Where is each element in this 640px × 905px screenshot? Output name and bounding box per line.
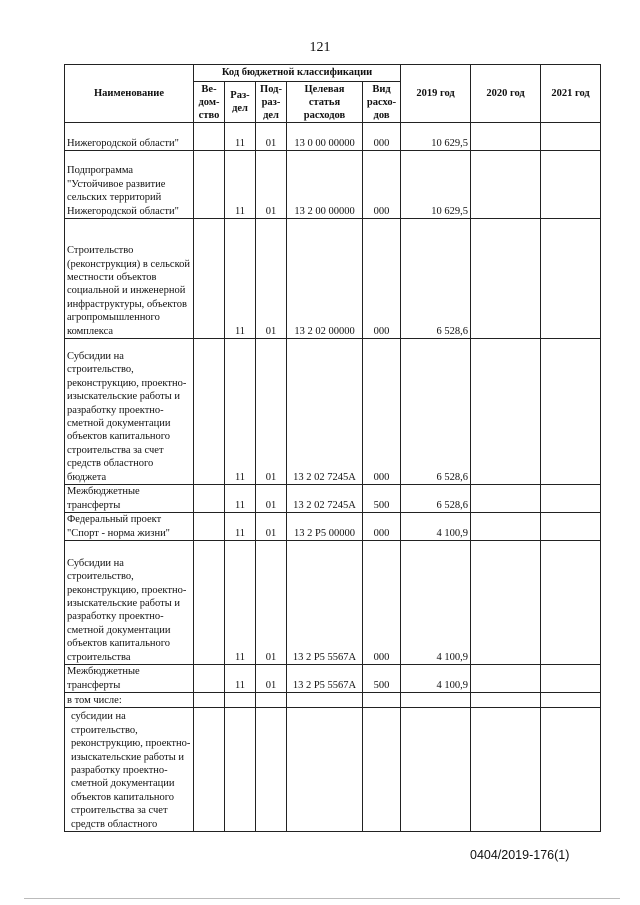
- row-year-2021: [541, 339, 601, 485]
- row-razdel: [225, 693, 256, 708]
- row-year-2020: [471, 513, 541, 541]
- row-vid: 000: [363, 541, 401, 665]
- row-razdel: 11: [225, 219, 256, 339]
- row-name: Субсидии на строительство, реконструкцию, проектно-изыскательские работы и разработку проектно-сметной документации объектов капитального строительства за счет средств областного бюджета: [65, 339, 194, 485]
- page-number: 121: [309, 40, 331, 55]
- row-name: Федеральный проект "Спорт - норма жизни": [65, 513, 194, 541]
- table-row: [65, 665, 601, 693]
- row-statya: 13 2 02 7245A: [287, 485, 363, 513]
- header-podrazdel: Под-раз-дел: [256, 82, 287, 123]
- row-name: Межбюджетные трансферты: [65, 485, 194, 513]
- row-year-2020: [471, 151, 541, 219]
- row-year-2020: [471, 123, 541, 151]
- row-year-2019: 10 629,5: [401, 151, 471, 219]
- table-row: [65, 513, 601, 541]
- row-vid: 000: [363, 151, 401, 219]
- row-year-2020: [471, 485, 541, 513]
- row-podrazdel: 01: [256, 339, 287, 485]
- row-statya: 13 2 00 00000: [287, 151, 363, 219]
- row-razdel: 11: [225, 123, 256, 151]
- row-year-2019: 6 528,6: [401, 219, 471, 339]
- row-razdel: 11: [225, 513, 256, 541]
- row-statya: 13 2 P5 5567A: [287, 665, 363, 693]
- row-year-2021: [541, 123, 601, 151]
- document-number: 0404/2019-176(1): [470, 848, 570, 862]
- row-year-2020: [471, 339, 541, 485]
- row-podrazdel: 01: [256, 665, 287, 693]
- row-podrazdel: 01: [256, 485, 287, 513]
- row-podrazdel: 01: [256, 151, 287, 219]
- row-name: субсидии на строительство, реконструкцию, проектно-изыскательские работы и разработку проектно-сметной документации объектов капитального строительства за счет средств областного: [65, 708, 194, 832]
- row-vedomstvo: [194, 541, 225, 665]
- header-year-2020: 2020 год: [471, 65, 541, 123]
- row-statya: [287, 708, 363, 832]
- row-statya: 13 2 02 7245A: [287, 339, 363, 485]
- row-razdel: 11: [225, 665, 256, 693]
- bottom-divider: [24, 898, 620, 899]
- row-podrazdel: [256, 708, 287, 832]
- row-year-2019: [401, 708, 471, 832]
- header-year-2021: 2021 год: [541, 65, 601, 123]
- header-razdel: Раз-дел: [225, 82, 256, 123]
- row-year-2021: [541, 708, 601, 832]
- row-year-2021: [541, 693, 601, 708]
- row-year-2021: [541, 151, 601, 219]
- row-year-2019: 6 528,6: [401, 485, 471, 513]
- row-year-2021: [541, 665, 601, 693]
- table-row: [65, 219, 601, 339]
- row-year-2019: 4 100,9: [401, 665, 471, 693]
- header-name: Наименование: [65, 65, 194, 123]
- row-razdel: 11: [225, 485, 256, 513]
- row-vedomstvo: [194, 151, 225, 219]
- row-name: Нижегородской области": [65, 123, 194, 151]
- row-vedomstvo: [194, 513, 225, 541]
- table-row: [65, 123, 601, 151]
- row-vedomstvo: [194, 693, 225, 708]
- row-vid: 000: [363, 123, 401, 151]
- row-podrazdel: 01: [256, 541, 287, 665]
- row-vedomstvo: [194, 123, 225, 151]
- row-year-2020: [471, 219, 541, 339]
- row-vid: 000: [363, 513, 401, 541]
- row-year-2019: [401, 693, 471, 708]
- row-podrazdel: 01: [256, 513, 287, 541]
- row-vedomstvo: [194, 485, 225, 513]
- row-vedomstvo: [194, 339, 225, 485]
- header-statya: Целевая статья расходов: [287, 82, 363, 123]
- row-vid: 500: [363, 665, 401, 693]
- row-year-2021: [541, 485, 601, 513]
- row-name: Подпрограмма "Устойчивое развитие сельских территорий Нижегородской области": [65, 151, 194, 219]
- row-year-2019: 10 629,5: [401, 123, 471, 151]
- row-year-2019: 4 100,9: [401, 513, 471, 541]
- header-year-2019: 2019 год: [401, 65, 471, 123]
- header-vid: Вид расхо-дов: [363, 82, 401, 123]
- table-row: [65, 708, 601, 832]
- row-razdel: 11: [225, 339, 256, 485]
- row-year-2021: [541, 513, 601, 541]
- row-name: в том числе:: [65, 693, 194, 708]
- row-statya: 13 2 P5 00000: [287, 513, 363, 541]
- row-statya: 13 0 00 00000: [287, 123, 363, 151]
- row-vedomstvo: [194, 665, 225, 693]
- row-statya: 13 2 P5 5567A: [287, 541, 363, 665]
- table-row: [65, 339, 601, 485]
- table-row: [65, 485, 601, 513]
- row-vid: 000: [363, 219, 401, 339]
- row-vedomstvo: [194, 708, 225, 832]
- row-year-2020: [471, 708, 541, 832]
- header-vedomstvo: Ве-дом-ство: [194, 82, 225, 123]
- row-year-2021: [541, 219, 601, 339]
- table-row: [65, 151, 601, 219]
- row-razdel: [225, 708, 256, 832]
- row-year-2021: [541, 541, 601, 665]
- row-razdel: 11: [225, 151, 256, 219]
- row-podrazdel: 01: [256, 123, 287, 151]
- row-statya: [287, 693, 363, 708]
- row-vid: 000: [363, 339, 401, 485]
- row-razdel: 11: [225, 541, 256, 665]
- row-vedomstvo: [194, 219, 225, 339]
- row-podrazdel: 01: [256, 219, 287, 339]
- budget-table: [64, 64, 601, 832]
- row-name: Строительство (реконструкция) в сельской местности объектов социальной и инженерной инфраструктуры, объектов агропромышленного комплекса: [65, 219, 194, 339]
- row-vid: 500: [363, 485, 401, 513]
- row-name: Субсидии на строительство, реконструкцию, проектно-изыскательские работы и разработку проектно-сметной документации объектов капитального строительства: [65, 541, 194, 665]
- row-year-2019: 6 528,6: [401, 339, 471, 485]
- row-vid: [363, 708, 401, 832]
- row-year-2020: [471, 541, 541, 665]
- row-vid: [363, 693, 401, 708]
- table-row: [65, 693, 601, 708]
- row-statya: 13 2 02 00000: [287, 219, 363, 339]
- row-year-2020: [471, 693, 541, 708]
- row-name: Межбюджетные трансферты: [65, 665, 194, 693]
- header-classification-group: Код бюджетной классификации: [194, 65, 401, 82]
- row-podrazdel: [256, 693, 287, 708]
- row-year-2020: [471, 665, 541, 693]
- row-year-2019: 4 100,9: [401, 541, 471, 665]
- table-row: [65, 541, 601, 665]
